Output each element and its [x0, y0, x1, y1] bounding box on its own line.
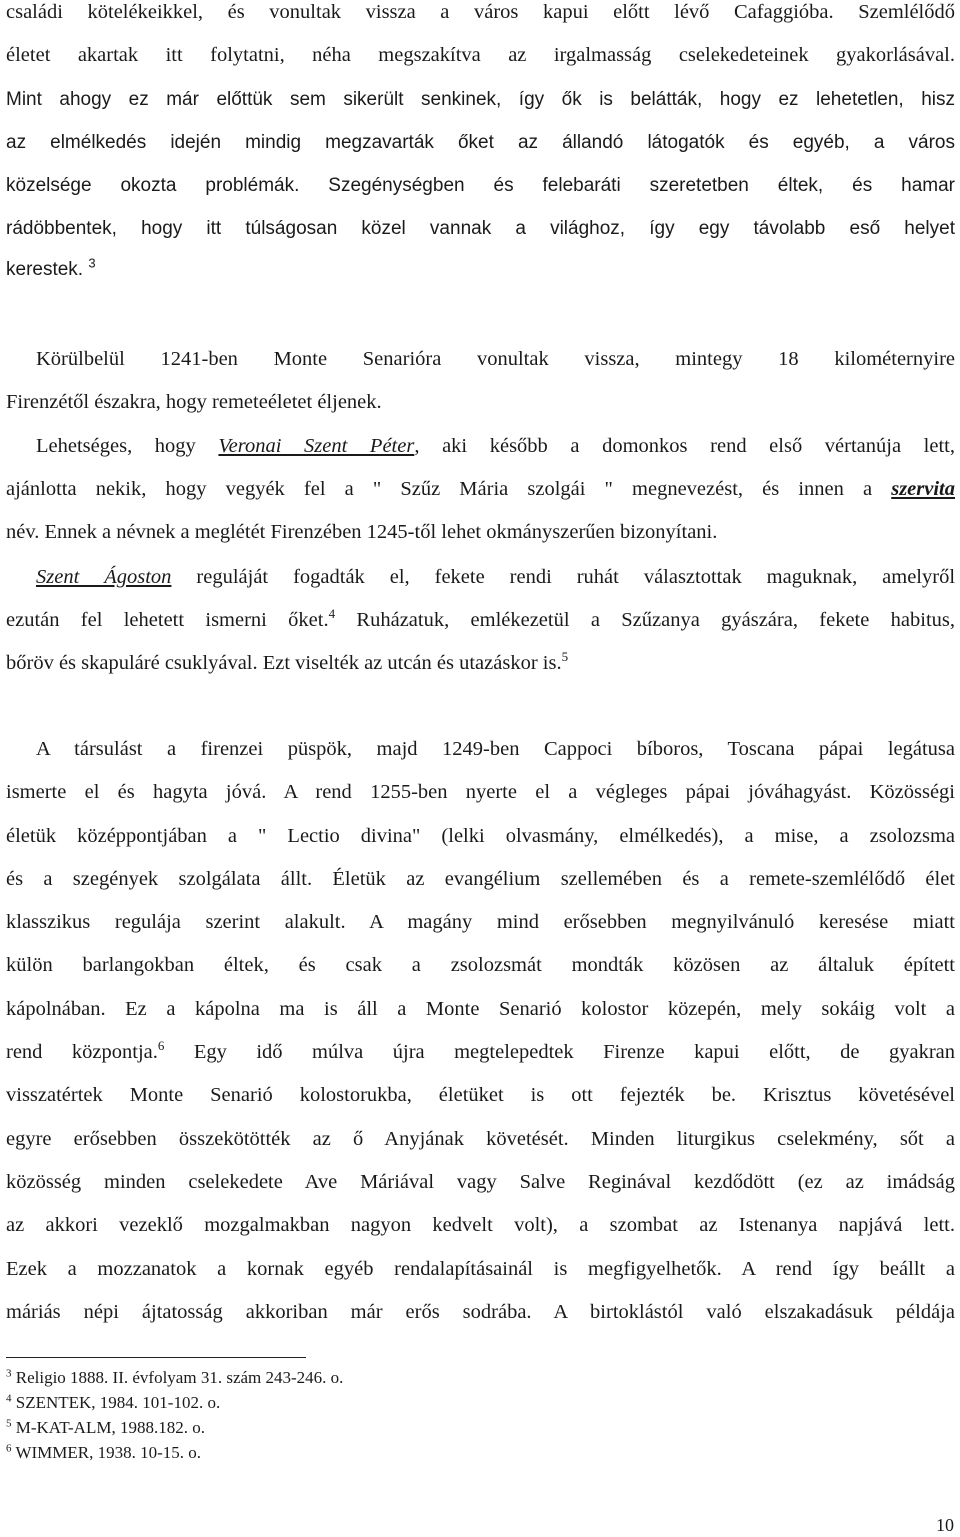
link-szent-agoston[interactable]: Szent Ágoston: [36, 566, 172, 588]
footnote-number: 6: [6, 1442, 12, 1455]
text-line: [6, 651, 955, 675]
text-line: közelsége okozta problémák. Szegénységben és felebaráti szeretetben éltek, és hamar: [6, 175, 955, 196]
text-segment: reguláját fogadták el, fekete rendi ruhát választottak maguknak, amelyről: [196, 566, 956, 588]
text-segment: ajánlotta nekik, hogy vegyék fel a " Szűz Mária szolgái " megnevezést, és innen a: [6, 478, 873, 500]
text-line: [6, 255, 955, 282]
footnote-ref: 6: [157, 1038, 165, 1054]
text-line: [6, 477, 955, 501]
text-segment: rend központja.: [6, 1041, 158, 1063]
text-line: rádöbbentek, hogy itt túlságosan közel vannak a világhoz, így egy távolabb eső helyet: [6, 218, 955, 239]
text-segment: kerestek.: [6, 259, 84, 280]
footnote-text: Religio 1888. II. évfolyam 31. szám 243-246. o.: [15, 1368, 344, 1387]
text-line: kápolnában. Ez a kápolna ma is áll a Monte Senarió kolostor közepén, mely sokáig volt a: [6, 998, 955, 1020]
footnote: [6, 1393, 220, 1413]
text-line: Ezek a mozzanatok a kornak egyéb rendalapításainál is megfigyelhetők. A rend így beállt a: [6, 1258, 955, 1280]
text-line: Körülbelül 1241-ben Monte Senarióra vonultak vissza, mintegy 18 kilométernyire: [36, 348, 955, 370]
text-line: visszatértek Monte Senarió kolostorukba, életüket is ott fejezték be. Krisztus követésével: [6, 1084, 955, 1106]
text-line: életük középpontjában a " Lectio divina" (lelki olvasmány, elmélkedés), a mise, a zsolozsma: [6, 825, 955, 847]
text-line: az akkori vezeklő mozgalmakban nagyon kedvelt volt), a szombat az Istenanya napjává lett.: [6, 1214, 955, 1236]
text-line: külön barlangokban éltek, és csak a zsolozsmát mondták közösen az általuk épített: [6, 954, 955, 976]
text-segment: bőröv és skapuláré csuklyával. Ezt viselték az utcán és utazáskor is.: [6, 652, 562, 674]
text-line: A társulást a firenzei püspök, majd 1249-ben Cappoci bíboros, Toscana pápai legátusa: [36, 738, 955, 760]
footnote: [6, 1443, 201, 1463]
text-segment: Lehetséges, hogy: [36, 435, 196, 457]
footnote-text: SZENTEK, 1984. 101-102. o.: [15, 1393, 221, 1412]
footnote-text: M-KAT-ALM, 1988.182. o.: [15, 1418, 205, 1437]
text-line: klasszikus regulája szerint alakult. A magány mind erősebben megnyilvánuló keresése miatt: [6, 911, 955, 933]
page-number: 10: [936, 1515, 954, 1535]
text-segment: Ruházatuk, emlékezetül a Szűzanya gyászára, fekete habitus,: [356, 609, 955, 631]
footnote-separator: [6, 1357, 306, 1358]
link-veronai-szent-peter[interactable]: Veronai Szent Péter: [218, 435, 415, 457]
text-line: [6, 1040, 955, 1064]
footnote: [6, 1368, 343, 1388]
text-line: Mint ahogy ez már előttük sem sikerült senkinek, így ők is belátták, hogy ez lehetetlen, hisz: [6, 89, 955, 110]
text-line: Firenzétől északra, hogy remeteéletet éljenek.: [6, 391, 382, 413]
text-line: [6, 608, 955, 632]
footnote-number: 4: [6, 1392, 12, 1405]
text-line: [6, 565, 955, 589]
footnote-text: WIMMER, 1938. 10-15. o.: [15, 1443, 202, 1462]
text-line: életet akartak itt folytatni, néha megszakítva az irgalmasság cselekedeteinek gyakorlásával.: [6, 44, 955, 66]
footnote-ref: 4: [328, 606, 336, 622]
text-line: egyre erősebben összekötötték az ő Anyjának követését. Minden liturgikus cselekmény, sőt a: [6, 1128, 955, 1150]
text-line: családi kötelékeikkel, és vonultak vissza a város kapui előtt lévő Cafaggióba. Szemlélődő: [6, 1, 955, 23]
text-line: [6, 434, 955, 458]
text-segment: ezután fel lehetett ismerni őket.: [6, 609, 329, 631]
link-szervita[interactable]: szervita: [891, 478, 955, 500]
footnote-number: 5: [6, 1417, 12, 1430]
footnote-ref: 5: [561, 649, 569, 665]
text-line: név. Ennek a névnek a meglétét Firenzében 1245-től lehet okmányszerűen bizonyítani.: [6, 521, 718, 543]
text-line: az elmélkedés idején mindig megzavarták őket az állandó látogatók és egyéb, a város: [6, 132, 955, 153]
text-segment: , aki később a domonkos rend első vértanúja lett,: [414, 435, 955, 457]
footnote: [6, 1418, 205, 1438]
text-line: közösség minden cselekedete Ave Máriával vagy Salve Reginával kezdődött (ez az imádság: [6, 1171, 955, 1193]
text-line: máriás népi ájtatosság akkoriban már erős sodrába. A birtoklástól való elszakadásuk példája: [6, 1301, 955, 1323]
footnote-ref: 3: [88, 255, 96, 271]
text-line: és a szegények szolgálata állt. Életük az evangélium szellemében és a remete-szemlélődő élet: [6, 868, 955, 890]
text-line: ismerte el és hagyta jóvá. A rend 1255-ben nyerte el a végleges pápai jóváhagyást. Közösségi: [6, 781, 955, 803]
footnote-number: 3: [6, 1367, 12, 1380]
text-segment: Egy idő múlva újra megtelepedtek Firenze kapui előtt, de gyakran: [193, 1041, 955, 1063]
